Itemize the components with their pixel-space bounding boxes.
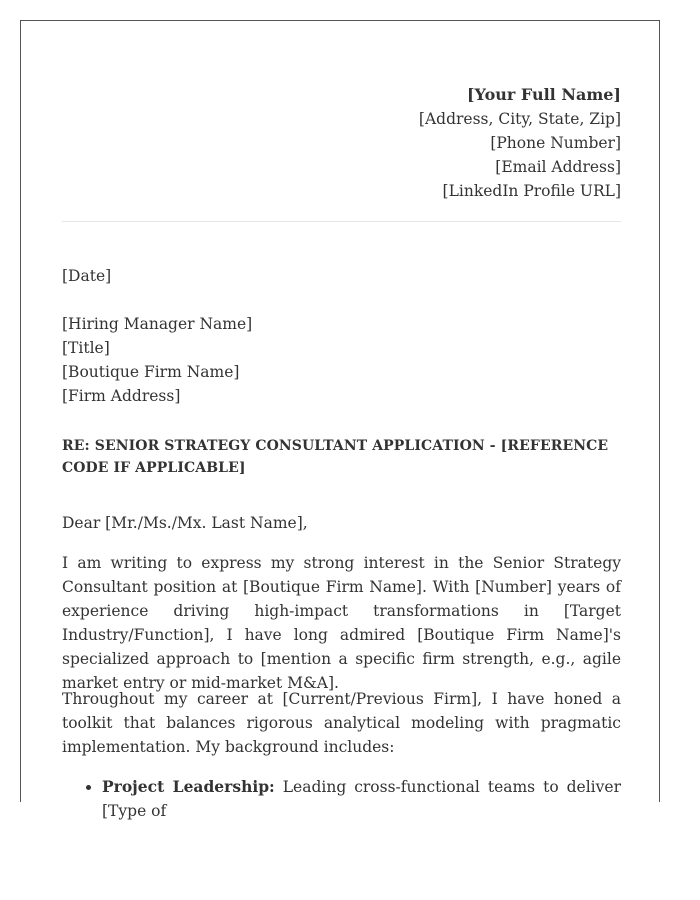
letter-page <box>20 20 660 820</box>
recipient-firm: [Boutique Firm Name] <box>62 363 240 381</box>
recipient-title: [Title] <box>62 339 110 357</box>
header-divider <box>62 221 621 222</box>
background-list <box>62 775 621 823</box>
list-item <box>102 775 621 823</box>
body-paragraph: I am writing to express my strong interest in the Senior Strategy Consultant position at [Boutique Firm Name]. With [Number] years of experience driving high-impact transformations in [Target Industry/Function], I have long admired [Boutique Firm Name]'s specialized approach to [mention a specific firm strength, e.g., agile market entry or mid-market M&A]. <box>62 554 621 692</box>
sender-linkedin: [LinkedIn Profile URL] <box>442 182 621 200</box>
sender-name: [Your Full Name] <box>466 85 621 104</box>
recipient-manager: [Hiring Manager Name] <box>62 315 253 333</box>
sender-phone: [Phone Number] <box>490 134 621 152</box>
list-item-lead: Project Leadership: <box>102 777 275 796</box>
sender-address: [Address, City, State, Zip] <box>418 110 621 128</box>
subject-line: RE: SENIOR STRATEGY CONSULTANT APPLICATION - [REFERENCE CODE IF APPLICABLE] <box>62 438 609 476</box>
sender-block <box>419 83 621 203</box>
recipient-address: [Firm Address] <box>62 387 181 405</box>
recipient-block <box>62 312 252 408</box>
letter-date: [Date] <box>62 267 112 285</box>
body-paragraph: Throughout my career at [Current/Previous Firm], I have honed a toolkit that balances rigorous analytical modeling with pragmatic implementation. My background includes: <box>62 690 621 756</box>
list-item-text: Leading cross-functional teams to deliver [Type of <box>102 778 621 820</box>
sender-email: [Email Address] <box>495 158 621 176</box>
salutation: Dear [Mr./Ms./Mx. Last Name], <box>62 514 308 532</box>
